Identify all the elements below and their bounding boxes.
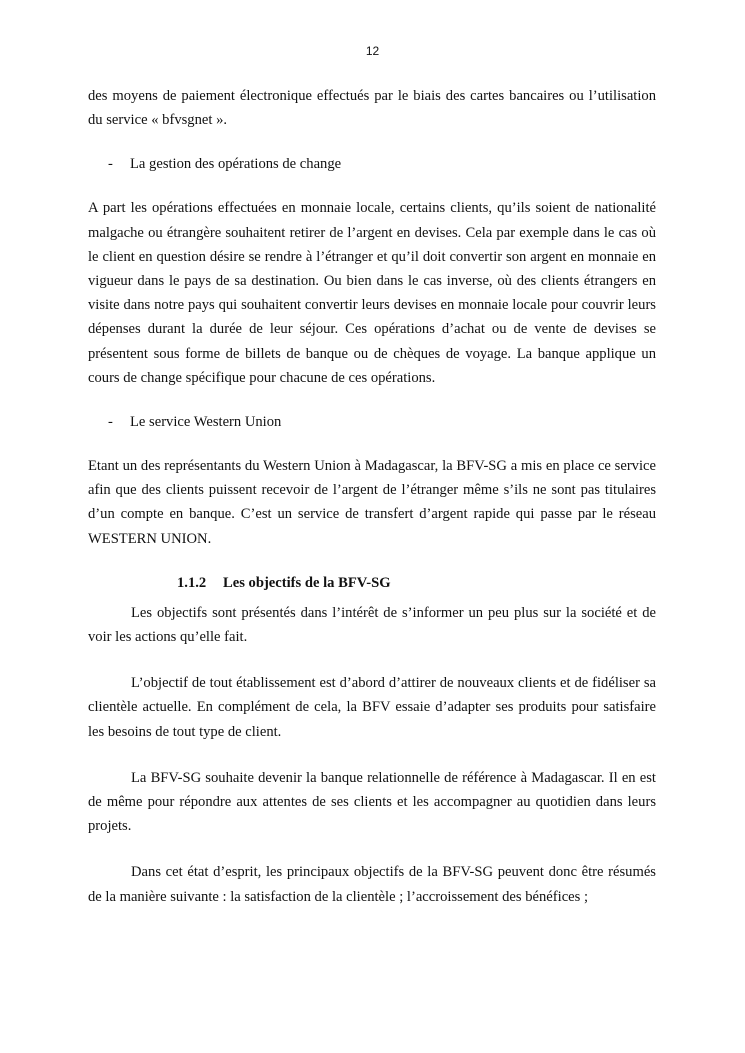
bullet-dash: - [108, 414, 113, 431]
paragraph-objective-clients: L’objectif de tout établissement est d’abord d’attirer de nouveaux clients et de fidéliser sa clientèle actuelle. En complément de cela, la BFV essaie d’adapter ses produits pour satisfaire les besoins de tout type de client. [88, 675, 656, 740]
bullet-item-western-union [88, 410, 656, 434]
paragraph-objective-summary: Dans cet état d’esprit, les principaux objectifs de la BFV-SG peuvent donc être résumés de la manière suivante : la satisfaction de la clientèle ; l’accroissement des bénéfices ; [88, 864, 656, 905]
section-number: 1.1.2 [177, 574, 207, 591]
bullet-dash: - [108, 156, 113, 173]
paragraph-payment-methods: des moyens de paiement électronique effectués par le biais des cartes bancaires ou l’utilisation du service « bfvsgnet ». [88, 88, 656, 129]
paragraph-exchange-operations: A part les opérations effectuées en monnaie locale, certains clients, qu’ils soient de nationalité malgache ou étrangère souhaitent retirer de l’argent en devises. Cela par exemple dans le cas où le client en question désire se rendre à l’étranger et qu’il doit convertir son argent en monnaie en vigueur dans le pays de sa destination. Ou bien dans le cas inverse, où des clients étrangers en visite dans notre pays qui souhaitent convertir leurs devises en monnaie locale pour couvrir leurs dépenses durant la durée de leur séjour. Ces opérations d’achat ou de vente de devises se présentent sous forme de billets de banque ou de chèques de voyage. La banque applique un cours de change spécifique pour chacune de ces opérations. [88, 200, 656, 386]
paragraph-western-union: Etant un des représentants du Western Union à Madagascar, la BFV-SG a mis en place ce service afin que des clients puissent recevoir de l’argent de l’étranger même s’ils ne sont pas titulaires d’un compte en banque. C’est un service de transfert d’argent rapide qui passe par le réseau WESTERN UNION. [88, 458, 656, 547]
paragraph-objective-reference-bank: La BFV-SG souhaite devenir la banque relationnelle de référence à Madagascar. Il en est de même pour répondre aux attentes de ses clients et les accompagner au quotidien dans leurs projets. [88, 769, 656, 835]
section-title: Les objectifs de la BFV-SG [223, 574, 391, 591]
bullet-item-exchange [88, 152, 656, 176]
section-heading [88, 571, 656, 595]
page-number: 12 [365, 44, 380, 58]
document-body [88, 84, 656, 909]
paragraph-objectives-intro: Les objectifs sont présentés dans l’intérêt de s’informer un peu plus sur la société et de voir les actions qu’elle fait. [88, 604, 656, 646]
bullet-text: Le service Western Union [130, 414, 282, 431]
bullet-text: La gestion des opérations de change [130, 156, 342, 173]
